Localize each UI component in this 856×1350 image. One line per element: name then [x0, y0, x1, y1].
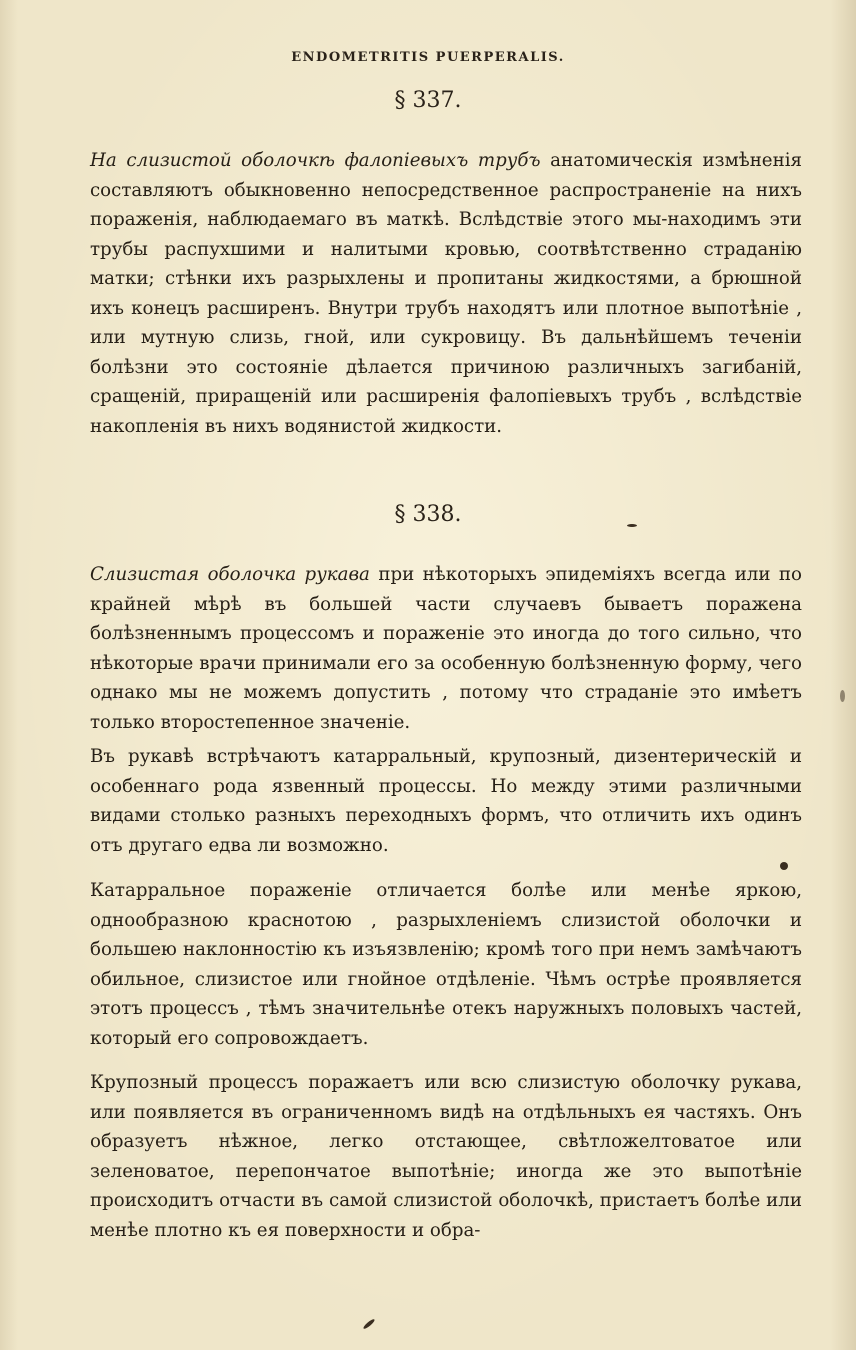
- section-heading-337: § 337.: [394, 88, 462, 113]
- paragraph-338-1: [90, 560, 802, 737]
- paragraph-lead-emphasis: На слизистой оболочкѣ фалопіевыхъ трубъ: [90, 150, 541, 171]
- ink-speck: [780, 862, 788, 870]
- section-heading-338: § 338.: [394, 502, 462, 527]
- paragraph-text: при нѣкоторыхъ эпидеміяхъ всегда или по крайней мѣрѣ въ большей части случаевъ бываетъ поражена болѣзненнымъ процессомъ и пораженіе это иногда до того сильно, что нѣкоторые врачи принимали его за особенную болѣзненную форму, чего однако мы не можемъ допустить , потому что страданіе это имѣетъ только второстепенное значеніе.: [90, 564, 802, 733]
- paragraph-338-3: [90, 876, 802, 1053]
- ink-speck: [362, 1318, 375, 1330]
- paragraph-lead-emphasis: Слизистая оболочка рукава: [90, 564, 370, 585]
- paragraph-text: анатомическія измѣненія составляютъ обыкновенно непосредственное распространеніе на нихъ пораженія, наблюдаемаго въ маткѣ. Вслѣдствіе этого мы-находимъ эти трубы распухшими и налитыми кровью, соотвѣтственно страданію матки; стѣнки ихъ разрыхлены и пропитаны жидкостями, а брюшной ихъ конецъ расширенъ. Внутри трубъ находятъ или плотное выпотѣніе , или мутную слизь, гной, или сукровицу. Въ дальнѣйшемъ теченіи болѣзни это состояніе дѣлается причиною различныхъ загибаній, сращеній, приращеній или расширенія фалопіевыхъ трубъ , вслѣдствіе накопленія въ нихъ водянистой жидкости.: [90, 150, 802, 437]
- ink-speck: [840, 690, 845, 702]
- paragraph-337-1: [90, 146, 802, 441]
- paragraph-text: Въ рукавѣ встрѣчаютъ катарральный, крупозный, дизентерическій и особеннаго рода язвенный процессы. Но между этими различными видами столько разныхъ переходныхъ формъ, что отличить ихъ одинъ отъ другаго едва ли возможно.: [90, 746, 802, 856]
- paragraph-text: Крупозный процессъ поражаетъ или всю слизистую оболочку рукава, или появляется въ ограниченномъ видѣ на отдѣльныхъ ея частяхъ. Онъ образуетъ нѣжное, легко отстающее, свѣтложелтоватое или зеленоватое, перепончатое выпотѣніе; иногда же это выпотѣніе происходитъ отчасти въ самой слизистой оболочкѣ, пристаетъ болѣе или менѣе плотно къ ея поверхности и обра-: [90, 1072, 802, 1241]
- ink-speck: [627, 524, 637, 527]
- paragraph-text: Катарральное пораженіе отличается болѣе или менѣе яркою, однообразною краснотою , разрыхленіемъ слизистой оболочки и большею наклонностію къ изъязвленію; кромѣ того при немъ замѣчаютъ обильное, слизистое или гнойное отдѣленіе. Чѣмъ острѣе проявляется этотъ процессъ , тѣмъ значительнѣе отекъ наружныхъ половыхъ частей, который его сопровождаетъ.: [90, 880, 802, 1049]
- running-head: ENDOMETRITIS PUERPERALIS.: [291, 50, 565, 65]
- paragraph-338-4: [90, 1068, 802, 1245]
- paragraph-338-2: [90, 742, 802, 860]
